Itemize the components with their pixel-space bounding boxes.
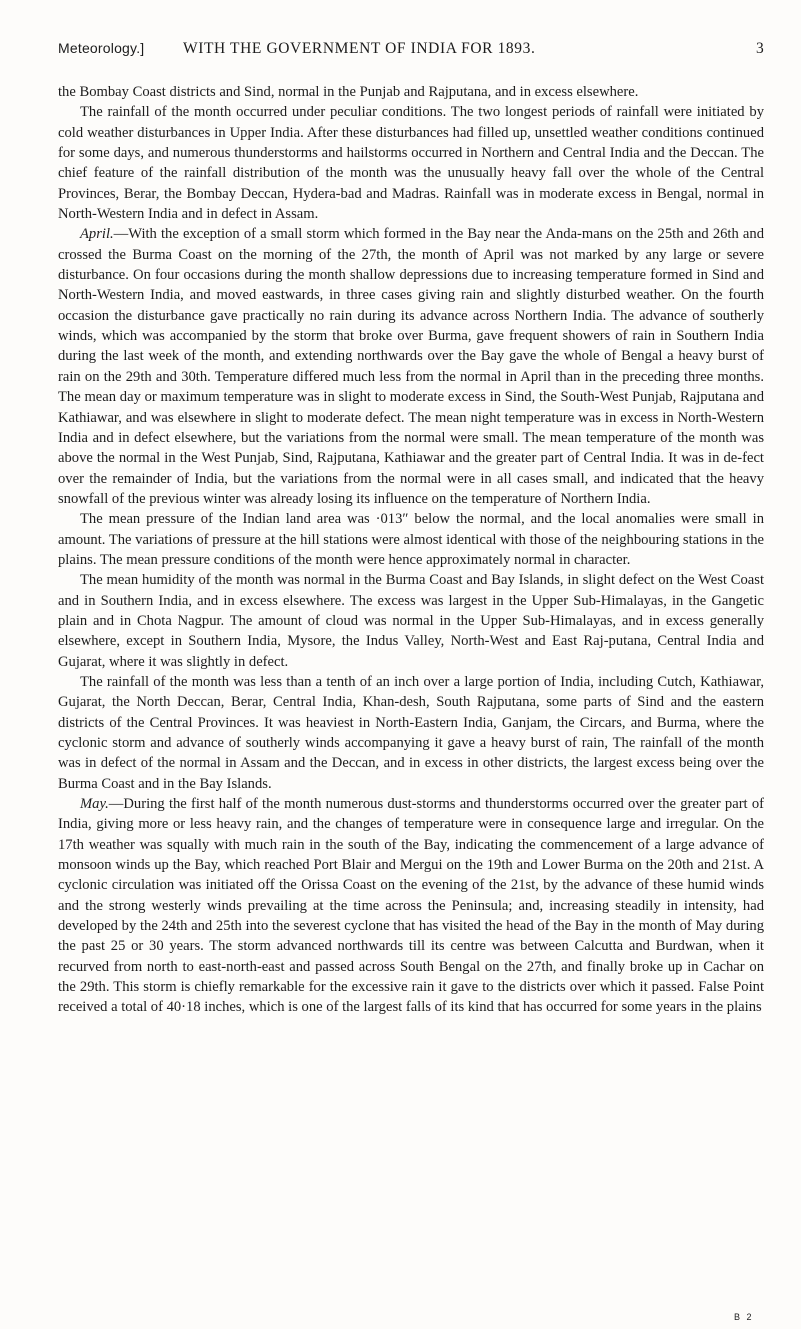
paragraph: The mean pressure of the Indian land area was ·013″ below the normal, and the local anomalies were small in amount. The variations of pressure at the hill stations were almost identical with those of the neighbouring stations in the plains. The mean pressure conditions of the month were hence approximately normal in character.	[58, 511, 764, 568]
paragraph-may: May.—During the first half of the month numerous dust-storms and thunderstorms occurred over the greater part of India, giving more or less heavy rain, and the changes of temperature were in consequence large and irregular. On the 17th weather was squally with much rain in the south of the Bay, indicating the commencement of a large advance of monsoon winds up the Bay, which reached Port Blair and Mergui on the 19th and Lower Burma on the 20th and 21st. A cyclonic circulation was initiated off the Orissa Coast on the evening of the 21st, by the advance of these humid winds and the strong westerly winds prevailing at the time across the Peninsula; and, increasing steadily in intensity, had developed by the 24th and 25th into the severest cyclone that has visited the head of the Bay in the month of May during the past 25 or 30 years. The storm advanced northwards till its centre was between Calcutta and Burdwan, when it recurved from north to east-north-east and passed across South Bengal on the 27th, and finally broke up in Cachar on the 29th. This storm is chiefly remarkable for the excessive rain it gave to the districts over which it passed. False Point received a total of 40·18 inches, which is one of the largest falls of its kind that has occurred for some years in the plains	[58, 796, 764, 1016]
signature-mark: B 2	[734, 1312, 754, 1322]
paragraph: The rainfall of the month was less than a tenth of an inch over a large portion of India, including Cutch, Kathiawar, Gujarat, the North Deccan, Berar, Central India, Khan-desh, South Rajputana, some parts of Sind and the eastern districts of the Central Provinces. It was heaviest in North-Eastern India, Ganjam, the Circars, and Burma, where the cyclonic storm and advance of southerly winds accompanying it gave a heavy burst of rain, The rainfall of the month was in defect of the normal in Assam and the Deccan, and in excess in other districts, the largest excess being over the Burma Coast and in the Bay Islands.	[58, 673, 764, 792]
paragraph: The rainfall of the month occurred under peculiar conditions. The two longest periods of rainfall were initiated by cold weather disturbances in Upper India. After these disturbances had filled up, unsettled weather conditions continued for some days, and numerous thunderstorms and hailstorms occurred in Northern and Central India and the Deccan. The chief feature of the rainfall distribution of the month was the unusually heavy fall over the whole of the Central Provinces, Berar, the Bombay Deccan, Hydera-bad and Madras. Rainfall was in moderate excess in Bengal, normal in North-Western India and in defect in Assam.	[58, 104, 764, 223]
page-number: 3	[756, 40, 764, 57]
running-header	[58, 40, 764, 62]
paragraph-april: April.—With the exception of a small storm which formed in the Bay near the Anda-mans on the 25th and 26th and crossed the Burma Coast on the morning of the 27th, the month of April was not marked by any large or severe disturbance. On four occasions during the month shallow depressions due to increasing temperature formed in Sind and North-Western India, and moved eastwards, in three cases giving rain and slightly disturbed weather. On the fourth occasion the disturbance gave practically no rain during its advance across Northern India. The advance of southerly winds, which was accompanied by the storm that broke over Burma, gave frequent showers of rain in Southern India during the last week of the month, and extending northwards over the Bay gave the whole of Bengal a heavy burst of rain on the 29th and 30th. Temperature differed much less from the normal in April than in the preceding three months. The mean day or maximum temperature was in slight to moderate excess in Sind, the South-West Punjab, Rajputana and Kathiawar, and was elsewhere in slight to moderate defect. The mean night temperature was in excess in North-Western India and in defect elsewhere, but the variations from the normal were small. The mean temperature of the month was above the normal in the West Punjab, Sind, Rajputana, Kathiawar and the greater part of Central India. It was in de-fect over the remainder of India, but the variations from the normal were in all cases small, and indicated that the heavy snowfall of the previous winter was already losing its influence on the temperature of Northern India.	[58, 226, 764, 507]
paragraph: the Bombay Coast districts and Sind, normal in the Punjab and Rajputana, and in excess elsewhere.	[58, 84, 639, 100]
month-heading-april: April.	[80, 226, 114, 243]
paragraph: The mean humidity of the month was normal in the Burma Coast and Bay Islands, in slight defect on the West Coast and in Southern India, and in excess elsewhere. The excess was largest in the Upper Sub-Himalayas, in the Gangetic plain and in Chota Nagpur. The amount of cloud was normal in the Upper Sub-Himalayas, and in excess generally elsewhere, except in Southern India, Mysore, the Indus Valley, North-West and East Raj-putana, Central India and Gujarat, where it was slightly in defect.	[58, 572, 764, 670]
section-label: Meteorology.]	[58, 40, 145, 56]
running-title: WITH THE GOVERNMENT OF INDIA FOR 1893.	[183, 40, 536, 57]
body-text	[58, 82, 764, 1018]
month-heading-may: May.	[80, 796, 109, 813]
